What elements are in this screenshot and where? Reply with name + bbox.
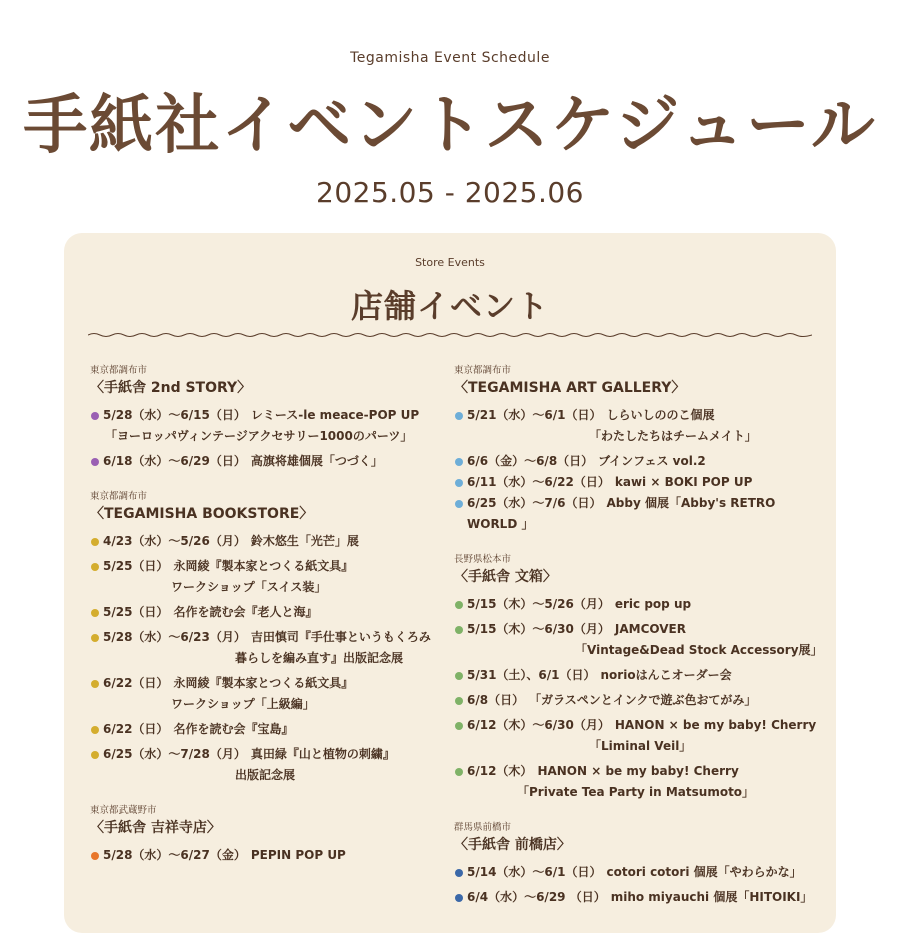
store-events-panel [64, 233, 836, 933]
left-column [90, 364, 450, 884]
store-name: 〈手紙舎 2nd STORY〉 [90, 380, 252, 396]
event-title: レミース-le meace-POP UP [250, 408, 420, 422]
store-name: 〈手紙舎 前橋店〉 [454, 837, 571, 853]
event-title: HANON × be my baby! Cherry [614, 718, 817, 732]
event-item [90, 627, 450, 669]
event-title: 鈴木悠生「光芒」展 [250, 534, 359, 548]
event-title: 「ガラスペンとインクで遊ぶ色おてがみ」 [529, 693, 757, 707]
event-item [454, 451, 829, 472]
event-title: 吉田慎司『手仕事というもくろみ [250, 630, 431, 644]
event-item [90, 602, 450, 623]
event-date: 5/25（日） [103, 559, 169, 573]
event-title: JAMCOVER [614, 622, 686, 636]
event-item [90, 845, 450, 866]
event-title-cont: 「Vintage&Dead Stock Accessory展」 [575, 643, 823, 657]
event-date: 5/21（水）〜6/1（日） [467, 408, 602, 422]
yellow-dot-icon [91, 680, 99, 688]
event-title: eric pop up [614, 597, 692, 611]
store-region: 東京都調布市 [90, 491, 148, 502]
event-date: 6/12（木）〜6/30（月） [467, 718, 610, 732]
green-dot-icon [455, 697, 463, 705]
event-date: 5/15（木）〜5/26（月） [467, 597, 610, 611]
event-date: 6/25（水）〜7/28（月） [103, 747, 246, 761]
store-fubako [454, 553, 829, 803]
event-title-cont: 出版記念展 [235, 768, 296, 782]
event-item [454, 493, 829, 535]
event-item [454, 619, 829, 661]
green-dot-icon [455, 722, 463, 730]
event-title: しらいしののこ個展 [606, 408, 715, 422]
event-date: 6/6（金）〜6/8（日） [467, 454, 594, 468]
event-item [454, 665, 829, 686]
event-item [454, 862, 829, 883]
store-bookstore [90, 490, 450, 786]
event-title: 永岡綾『製本家とつくる紙文具』 [173, 559, 354, 573]
event-title: kawi × BOKI POP UP [614, 475, 753, 489]
event-item [90, 405, 450, 447]
yellow-dot-icon [91, 751, 99, 759]
green-dot-icon [455, 768, 463, 776]
lightblue-dot-icon [455, 412, 463, 420]
event-item [90, 673, 450, 715]
store-region: 長野県松本市 [454, 554, 512, 565]
store-region: 東京都調布市 [454, 365, 512, 376]
panel-subtitle: Store Events [415, 256, 485, 269]
header-subtitle: Tegamisha Event Schedule [350, 50, 550, 66]
header [0, 0, 900, 230]
store-region: 群馬県前橋市 [454, 822, 512, 833]
purple-dot-icon [91, 412, 99, 420]
store-kichijoji [90, 804, 450, 866]
event-item [454, 405, 829, 447]
event-date: 6/11（水）〜6/22（日） [467, 475, 610, 489]
event-title: 名作を読む会『宝島』 [173, 722, 294, 736]
lightblue-dot-icon [455, 458, 463, 466]
event-date: 6/18（水）〜6/29（日） [103, 454, 246, 468]
yellow-dot-icon [91, 634, 99, 642]
store-region: 東京都調布市 [90, 365, 148, 376]
event-date: 4/23（水）〜5/26（月） [103, 534, 246, 548]
event-title-cont: 暮らしを編み直す』出版記念展 [235, 651, 404, 665]
event-item [454, 690, 829, 711]
event-title-cont: 「わたしたちはチームメイト」 [589, 429, 757, 443]
event-date: 6/8（日） [467, 693, 525, 707]
event-date: 5/25（日） [103, 605, 169, 619]
store-region: 東京都武蔵野市 [90, 805, 157, 816]
event-item [90, 531, 450, 552]
page-title: 手紙社イベントスケジュール [23, 89, 877, 163]
event-date: 6/12（木） [467, 764, 533, 778]
event-date: 5/28（水）〜6/23（月） [103, 630, 246, 644]
event-date: 6/22（日） [103, 722, 169, 736]
orange-dot-icon [91, 852, 99, 860]
green-dot-icon [455, 672, 463, 680]
yellow-dot-icon [91, 538, 99, 546]
green-dot-icon [455, 601, 463, 609]
navy-dot-icon [455, 894, 463, 902]
store-art-gallery [454, 364, 829, 535]
event-item [90, 744, 450, 786]
panel-title: 店舗イベント [350, 287, 549, 325]
event-item [90, 451, 450, 472]
event-title: 名作を読む会『老人と海』 [173, 605, 318, 619]
event-title: 真田緑『山と植物の刺繍』 [250, 747, 395, 761]
event-item [454, 761, 829, 803]
store-2nd-story [90, 364, 450, 472]
event-date: 6/22（日） [103, 676, 169, 690]
event-title: ブインフェス vol.2 [598, 454, 706, 468]
event-date: 5/28（水）〜6/15（日） [103, 408, 246, 422]
store-name: 〈手紙舎 吉祥寺店〉 [90, 820, 221, 836]
event-title-cont: 「Private Tea Party in Matsumoto」 [517, 785, 755, 799]
event-date: 5/28（水）〜6/27（金） [103, 848, 246, 862]
green-dot-icon [455, 626, 463, 634]
event-title: HANON × be my baby! Cherry [537, 764, 739, 778]
event-date: 5/31（土）、6/1（日） [467, 668, 596, 682]
event-title: norioはんこオーダー会 [600, 668, 732, 682]
event-title: cotori cotori 個展「やわらかな」 [606, 865, 802, 879]
event-title-cont: 「ヨーロッパヴィンテージアクセサリー1000のパーツ」 [105, 429, 413, 443]
event-title-cont: 「Liminal Veil」 [589, 739, 692, 753]
navy-dot-icon [455, 869, 463, 877]
purple-dot-icon [91, 458, 99, 466]
lightblue-dot-icon [455, 479, 463, 487]
schedule-period: 2025.05 - 2025.06 [316, 176, 584, 209]
event-item [454, 715, 829, 757]
event-item [454, 472, 829, 493]
event-date: 5/15（木）〜6/30（月） [467, 622, 610, 636]
store-name: 〈手紙舎 文箱〉 [454, 569, 557, 585]
wavy-divider [88, 332, 812, 338]
store-maebashi [454, 821, 829, 908]
event-date: 6/25（水）〜7/6（日） [467, 496, 602, 510]
event-title: 永岡綾『製本家とつくる紙文具』 [173, 676, 354, 690]
event-item [90, 719, 450, 740]
event-item [454, 887, 829, 908]
lightblue-dot-icon [455, 500, 463, 508]
event-title: Abby 個展「Abby's RETRO WORLD 」 [467, 496, 776, 531]
yellow-dot-icon [91, 726, 99, 734]
event-title: 高旗将雄個展「つづく」 [250, 454, 383, 468]
event-item [454, 594, 829, 615]
yellow-dot-icon [91, 563, 99, 571]
store-name: 〈TEGAMISHA ART GALLERY〉 [454, 380, 686, 396]
event-date: 6/4（水）〜6/29 （日） [467, 890, 606, 904]
event-date: 5/14（水）〜6/1（日） [467, 865, 602, 879]
right-column [454, 364, 829, 926]
event-title: miho miyauchi 個展「HITOIKI」 [610, 890, 813, 904]
event-item [90, 556, 450, 598]
yellow-dot-icon [91, 609, 99, 617]
event-title-cont: ワークショップ「上級編」 [171, 697, 315, 711]
store-name: 〈TEGAMISHA BOOKSTORE〉 [90, 506, 314, 522]
event-title-cont: ワークショップ「スイス装」 [171, 580, 327, 594]
event-title: PEPIN POP UP [250, 848, 346, 862]
